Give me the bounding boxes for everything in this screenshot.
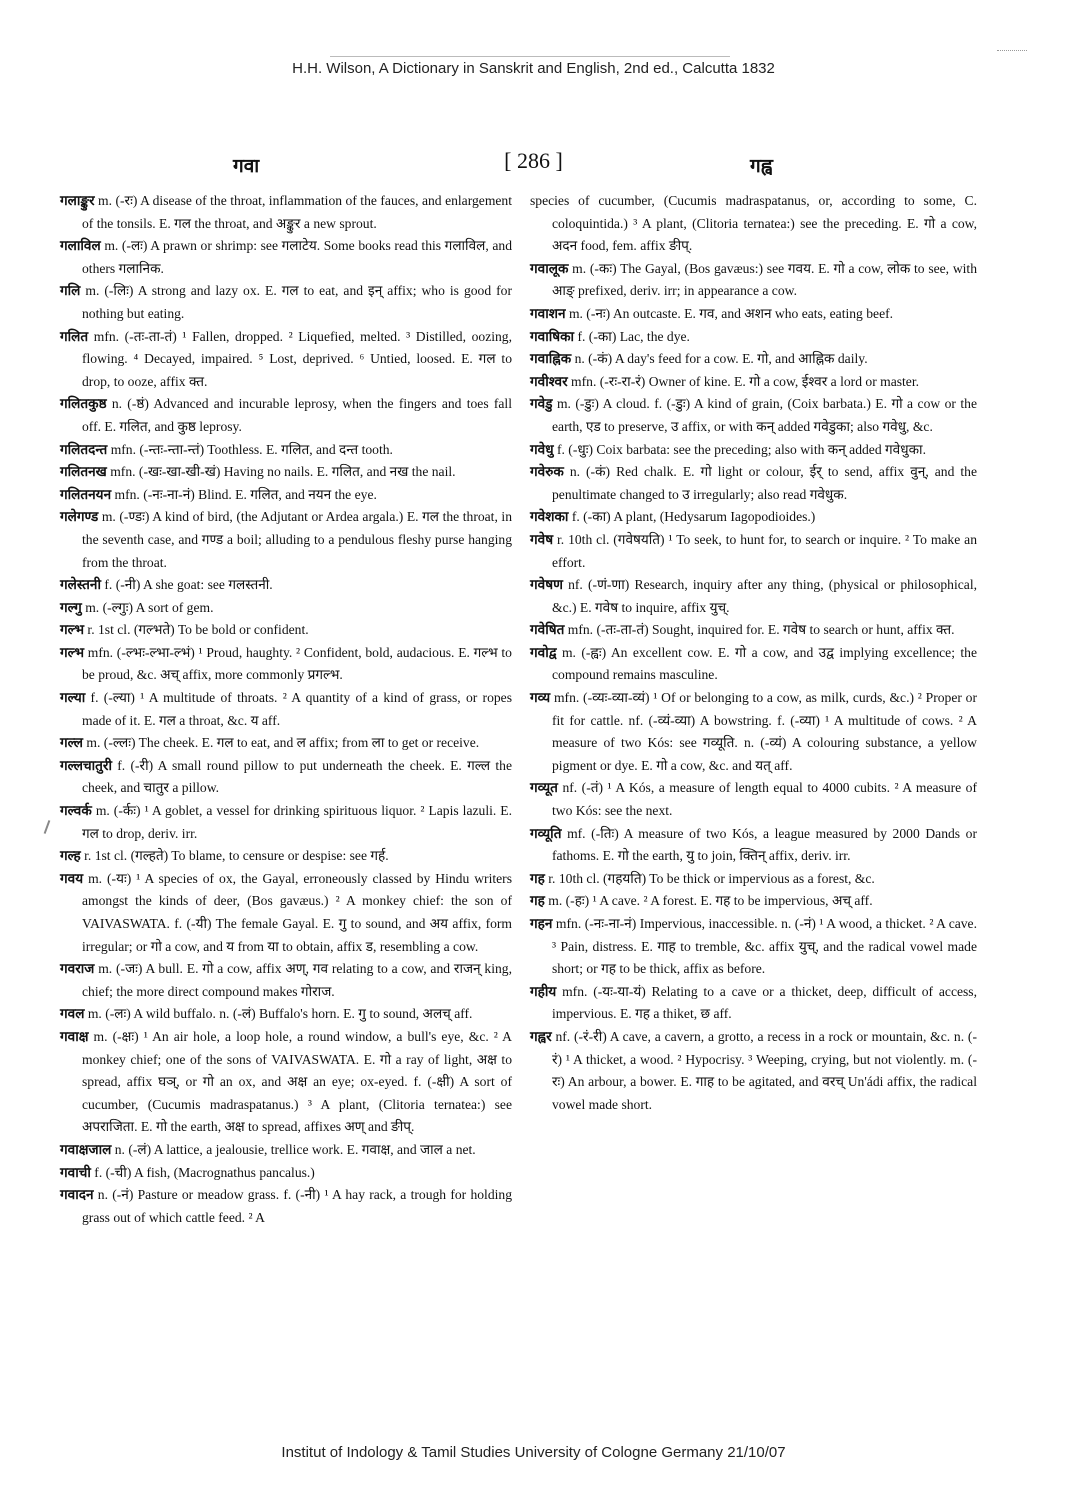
- dictionary-entry: [530, 823, 977, 868]
- dictionary-entry: [60, 597, 512, 620]
- dictionary-entry: [530, 326, 977, 349]
- dictionary-entry: [60, 506, 512, 574]
- entry-definition: r. 10th cl. (गहयति) To be thick or impervious as a forest, &c.: [548, 870, 875, 886]
- entry-definition: f. (-का) A plant, (Hedysarum Iagopodioides.): [571, 509, 816, 525]
- entry-headword: गल्वर्क: [60, 803, 92, 819]
- entry-headword: गवीश्वर: [530, 373, 568, 389]
- entry-headword: गवाशन: [530, 305, 566, 321]
- entry-headword: गलि: [60, 283, 81, 299]
- dictionary-entry: [60, 1003, 512, 1026]
- entry-headword: गल्लचातुरी: [60, 757, 112, 773]
- entry-definition: m. (-कः) The Gayal, (Bos gavæus:) see गवय. E. गो a cow, लोक to see, with आङ् prefixed, deriv. irr; in appearance a cow.: [552, 260, 977, 299]
- entry-definition: m. (-लः) A prawn or shrimp: see गलाटेय. Some books read this गलाविल, and others गलानिक.: [82, 238, 512, 276]
- dictionary-entry: [530, 303, 977, 326]
- entry-definition: mfn. (-तः-ता-तं) Sought, inquired for. E. गवेष to search or hunt, affix क्त.: [567, 622, 955, 638]
- entry-headword: गलेगण्ड: [60, 509, 99, 525]
- dictionary-entry: [530, 777, 977, 822]
- entry-definition: f. (-नी) A she goat: see गलस्तनी.: [104, 577, 273, 593]
- dictionary-entry: [530, 913, 977, 981]
- entry-headword: गवाची: [60, 1164, 91, 1180]
- entry-definition: n. (-कं) Red chalk. E. गो light or colour, ईर् to send, affix वुन्, and the penultimate changed to उ irregularly; also read गवेधुक.: [552, 464, 978, 502]
- entry-headword: गवल: [60, 1006, 85, 1022]
- entry-definition: m. (-लिः) A strong and lazy ox. E. गल to eat, and इन् affix; who is good for nothing but eating.: [82, 283, 513, 321]
- entry-headword: गवोद्व: [530, 644, 557, 660]
- right-running-headword: गह्व: [750, 156, 773, 177]
- entry-definition: mfn. (-तः-ता-तं) ¹ Fallen, dropped. ² Liquefied, melted. ³ Distilled, oozing, flowing. ⁴ Decayed, impaired. ⁵ Lost, deprived. ⁶ Untied, loosed. E. गल to drop, to ooze, affix क्त.: [82, 328, 512, 389]
- entry-definition: mfn. (-खः-खा-खी-खं) Having no nails. E. गलित, and नख the nail.: [110, 464, 456, 480]
- left-running-headword: गवा: [233, 156, 260, 177]
- entry-headword: गवेषित: [530, 622, 565, 638]
- entry-headword: गवेरुक: [530, 464, 564, 480]
- entry-definition: n. (-लं) A lattice, a jealousie, trellice work. E. गवाक्ष, and जाल a net.: [114, 1141, 476, 1157]
- entry-headword: गवेधु: [530, 441, 554, 457]
- entry-definition: r. 1st cl. (गल्भते) To be bold or confident.: [87, 622, 309, 638]
- entry-definition: m. (-र्कः) ¹ A goblet, a vessel for drinking spirituous liquor. ² Lapis lazuli. E. गल to drop, deriv. irr.: [82, 803, 512, 841]
- entry-headword: गल्ल: [60, 735, 84, 751]
- entry-definition: m. (-ण्डः) A kind of bird, (the Adjutant or Ardea argala.) E. गल the throat, in the seventh case, and गण्ड a boil; alluding to a pendulous fleshy purse hanging from the throat.: [82, 509, 512, 570]
- entry-definition: m. (-क्षः) ¹ An air hole, a loop hole, a round window, a bull's eye, &c. ² A monkey chief; one of the sons of VAIVASWATA. E. गो a ray of light, अक्ष to spread, affix घञ्, or गो an ox, and अक्ष an eye; ox-eyed. f. (-क्षी) A sort of cucumber, (Cucumis madraspatanus.) ³ A plant, (Clitoria ternatea:) see अपराजिता. E. गो the earth, अक्ष to spread, affixes अण् and ङीप्.: [82, 1028, 512, 1135]
- entry-definition: m. (-जः) A bull. E. गो a cow, affix अण्, गव relating to a cow, and राजन् king, chief; the more direct compound makes गोराज.: [82, 961, 512, 999]
- entry-headword: गहीय: [530, 983, 557, 999]
- entry-headword: गवाक्षजाल: [60, 1141, 112, 1157]
- entry-definition: n. (-कं) A day's feed for a cow. E. गो, and आह्निक daily.: [574, 351, 868, 367]
- entry-definition: mfn. (-रः-रा-रं) Owner of kine. E. गो a cow, ईश्वर a lord or master.: [571, 373, 919, 389]
- entry-definition: m. (-रः) A disease of the throat, inflammation of the fauces, and enlargement of the tonsils. E. गल the throat, and अङ्कुर a new sprout.: [82, 193, 513, 231]
- entry-headword: गलितनयन: [60, 486, 112, 502]
- dictionary-entry: [60, 755, 512, 800]
- dictionary-entry: [530, 506, 977, 529]
- dictionary-entry: [530, 461, 977, 506]
- dictionary-entry: [60, 1026, 512, 1139]
- entry-definition: m. (-लः) A wild buffalo. n. (-लं) Buffalo's horn. E. गु to sound, अलच् aff.: [87, 1006, 473, 1022]
- dictionary-entry: [60, 461, 512, 484]
- entry-definition: m. (-ह्वः) An excellent cow. E. गो a cow, and उद्व implying excellence; the compound remains masculine.: [552, 644, 977, 683]
- entry-headword: गवाह्निक: [530, 351, 572, 367]
- entry-headword: गवेशका: [530, 509, 569, 525]
- entry-definition: m. (-ल्लः) The cheek. E. गल to eat, and ल affix; from ला to get or receive.: [86, 735, 480, 751]
- entry-definition: f. (-धुः) Coix barbata: see the preceding; also with कन् added गवेधुका.: [556, 441, 926, 457]
- entry-definition: r. 1st cl. (गल्हते) To blame, to censure or despise: see गर्ह.: [84, 848, 389, 864]
- entry-definition: f. (-ची) A fish, (Macrognathus pancalus.): [94, 1164, 315, 1180]
- entry-headword: गलेस्तनी: [60, 577, 101, 593]
- entry-headword: गव्यूत: [530, 780, 558, 796]
- entry-headword: गवालूक: [530, 260, 569, 276]
- dictionary-entry: [530, 371, 977, 394]
- entry-definition: m. (-हः) ¹ A cave. ² A forest. E. गह to be impervious, अच् aff.: [548, 893, 873, 909]
- entry-headword: गह्वर: [530, 1028, 552, 1044]
- dictionary-entry: [530, 619, 977, 642]
- entry-headword: गल्ह: [60, 848, 81, 864]
- page-header: [0, 148, 1067, 182]
- entry-headword: गल्भ: [60, 622, 85, 638]
- right-column: [530, 190, 977, 1116]
- dictionary-entry: [530, 348, 977, 371]
- entry-definition: m. (-डुः) A cloud. f. (-डुः) A kind of grain, (Coix barbata.) E. गो a cow or the earth, एड to preserve, उ affix, or with कन् added गवेडुका; also गवेधु, &c.: [552, 396, 978, 434]
- entry-definition: nf. (-तं) ¹ A Kós, a measure of length equal to 4000 cubits. ² A measure of two Kós: see the next.: [552, 780, 977, 819]
- entry-definition: m. (-नः) An outcaste. E. गव, and अशन who eats, eating beef.: [568, 305, 894, 321]
- entry-definition: nf. (-रं-री) A cave, a cavern, a grotto, a recess in a rock or mountain, &c. n. (-रं) ¹ A thicket, a wood. ² Hypocrisy. ³ Weeping, crying, but not violently. m. (-रः) An arbour, a bower. E. गाह to be agitated, and वरच् Un'ádi affix, the radical vowel made short.: [552, 1028, 977, 1112]
- entry-definition: mfn. (-नः-ना-नं) Blind. E. गलित, and नयन the eye.: [114, 486, 377, 502]
- top-rule: [330, 56, 730, 57]
- margin-mark: [44, 820, 51, 834]
- dictionary-entry: [60, 280, 512, 325]
- entry-headword: गवराज: [60, 961, 95, 977]
- dictionary-entry: [530, 981, 977, 1026]
- dictionary-entry: [60, 574, 512, 597]
- entry-headword: गवादन: [60, 1187, 94, 1203]
- dictionary-entry: [530, 258, 977, 303]
- entry-headword: गह: [530, 893, 545, 909]
- dictionary-entry: [60, 235, 512, 280]
- entry-definition: m. (-ल्गुः) A sort of gem.: [85, 599, 214, 615]
- entry-definition: n. (-नं) Pasture or meadow grass. f. (-नी) ¹ A hay rack, a trough for holding grass out of which cattle feed. ² A: [82, 1187, 512, 1225]
- entry-headword: गल्गु: [60, 599, 82, 615]
- dictionary-entry: [60, 800, 512, 845]
- dictionary-entry: [60, 958, 512, 1003]
- dictionary-entry: [60, 190, 512, 235]
- dictionary-entry: [530, 890, 977, 913]
- dictionary-entry: [60, 642, 512, 687]
- entry-definition: m. (-यः) ¹ A species of ox, the Gayal, erroneously classed by Hindu writers amongst the kinds of deer, (Bos gavæus.) ² A monkey chief: the son of VAIVASWATA. f. (-यी) The female Gayal. E. गु to sound, and अय affix, form irregular; or गो a cow, and य from या to obtain, affix ड, resembling a cow.: [82, 870, 512, 954]
- entry-definition: mfn. (-व्यः-व्या-व्यं) ¹ Of or belonging to a cow, as milk, curds, &c.) ² Proper or fit for cattle. nf. (-व्यं-व्या) A bowstring. f. (-व्या) ¹ A multitude of cows. ² A measure of two Kós: see गव्यूति. n. (-व्यं) A colouring substance, a yellow pigment or dye. E. गो a cow, &c. and यत् aff.: [552, 690, 977, 773]
- source-note: H.H. Wilson, A Dictionary in Sanskrit and English, 2nd ed., Calcutta 1832: [292, 60, 775, 77]
- entry-definition: mfn. (-यः-या-यं) Relating to a cave or a thicket, deep, difficult of access, impervious. E. गह a thiket, छ aff.: [552, 983, 977, 1022]
- entry-headword: गहन: [530, 916, 553, 931]
- dictionary-entry: [530, 574, 977, 619]
- footer-note: Institut of Indology & Tamil Studies University of Cologne Germany 21/10/07: [281, 1444, 786, 1461]
- entry-headword: गलितनख: [60, 464, 107, 480]
- entry-definition: mf. (-तिः) A measure of two Kós, a league measured by 2000 Dands or fathoms. E. गो the earth, यु to join, क्तिन् affix, deriv. irr.: [552, 825, 977, 864]
- entry-definition: species of cucumber, (Cucumis madraspatanus, or, according to some, C. coloquintida.) ³ A plant, (Clitoria ternatea:) see the preceding. E. गो a cow, अदन food, fem. affix ङीप्.: [530, 193, 977, 254]
- entry-headword: गवेष: [530, 531, 554, 547]
- entry-headword: गलाङ्कुर: [60, 193, 95, 208]
- entry-definition: mfn. (-न्तः-न्ता-न्तं) Toothless. E. गलित, and दन्त tooth.: [110, 441, 393, 457]
- dictionary-entry: [60, 868, 512, 958]
- left-column: [60, 190, 512, 1229]
- dictionary-entry: [60, 393, 512, 438]
- entry-headword: गल्भ: [60, 644, 85, 660]
- entry-definition: f. (-का) Lac, the dye.: [577, 328, 690, 344]
- dictionary-entry: [60, 326, 512, 394]
- dictionary-entry: [60, 687, 512, 732]
- dictionary-entry: [60, 1139, 512, 1162]
- dictionary-entry: [530, 687, 977, 777]
- entry-definition: mfn. (-ल्भः-ल्भा-ल्भं) ¹ Proud, haughty. ² Confident, bold, audacious. E. गल्भ to be proud, &c. अच् affix, more commonly प्रगल्भ.: [82, 644, 512, 683]
- corner-mark: [997, 50, 1027, 57]
- entry-headword: गवेषण: [530, 577, 563, 593]
- entry-definition: n. (-ष्ठं) Advanced and incurable leprosy, when the fingers and toes fall off. E. गलित, and कुष्ठ leprosy.: [82, 396, 512, 434]
- entry-headword: गव्यूति: [530, 825, 562, 841]
- dictionary-entry: [530, 439, 977, 462]
- dictionary-entry: [60, 439, 512, 462]
- entry-definition: r. 10th cl. (गवेषयति) ¹ To seek, to hunt for, to search or inquire. ² To make an effort.: [552, 531, 978, 570]
- entry-headword: गव्य: [530, 690, 551, 706]
- entry-headword: गलाविल: [60, 238, 101, 254]
- dictionary-entry: [60, 1162, 512, 1185]
- dictionary-entry: [530, 190, 977, 258]
- dictionary-entry: [530, 529, 977, 574]
- entry-headword: गवाक्ष: [60, 1028, 89, 1044]
- dictionary-entry: [530, 393, 977, 438]
- entry-definition: nf. (-णं-णा) Research, inquiry after any thing, (physical or philosophical, &c.) E. गवेष to inquire, affix युच्.: [552, 577, 977, 615]
- entry-definition: f. (-री) A small round pillow to put underneath the cheek. E. गल्ल the cheek, and चातुर a pillow.: [82, 757, 512, 796]
- entry-headword: गह: [530, 870, 545, 886]
- page-number: [ 286 ]: [504, 148, 563, 173]
- entry-headword: गवेडु: [530, 396, 553, 412]
- dictionary-entry: [530, 1026, 977, 1116]
- dictionary-entry: [60, 484, 512, 507]
- entry-definition: f. (-ल्या) ¹ A multitude of throats. ² A quantity of a kind of grass, or ropes made of it. E. गल a throat, &c. य aff.: [82, 690, 512, 728]
- dictionary-entry: [60, 732, 512, 755]
- entry-definition: mfn. (-नः-ना-नं) Impervious, inaccessible. n. (-नं) ¹ A wood, a thicket. ² A cave. ³ Pain, distress. E. गाह to tremble, &c. affix युच्, and the radical vowel made short; or गह to be thick, affix as before.: [552, 916, 977, 977]
- dictionary-entry: [530, 642, 977, 687]
- dictionary-entry: [530, 868, 977, 891]
- entry-headword: गल्या: [60, 690, 86, 706]
- dictionary-entry: [60, 619, 512, 642]
- entry-headword: गवय: [60, 870, 84, 886]
- entry-headword: गवाषिका: [530, 328, 575, 344]
- dictionary-entry: [60, 845, 512, 868]
- entry-headword: गलितकुष्ठ: [60, 396, 107, 412]
- entry-headword: गलित: [60, 328, 89, 344]
- entry-headword: गलितदन्त: [60, 441, 108, 457]
- dictionary-entry: [60, 1184, 512, 1229]
